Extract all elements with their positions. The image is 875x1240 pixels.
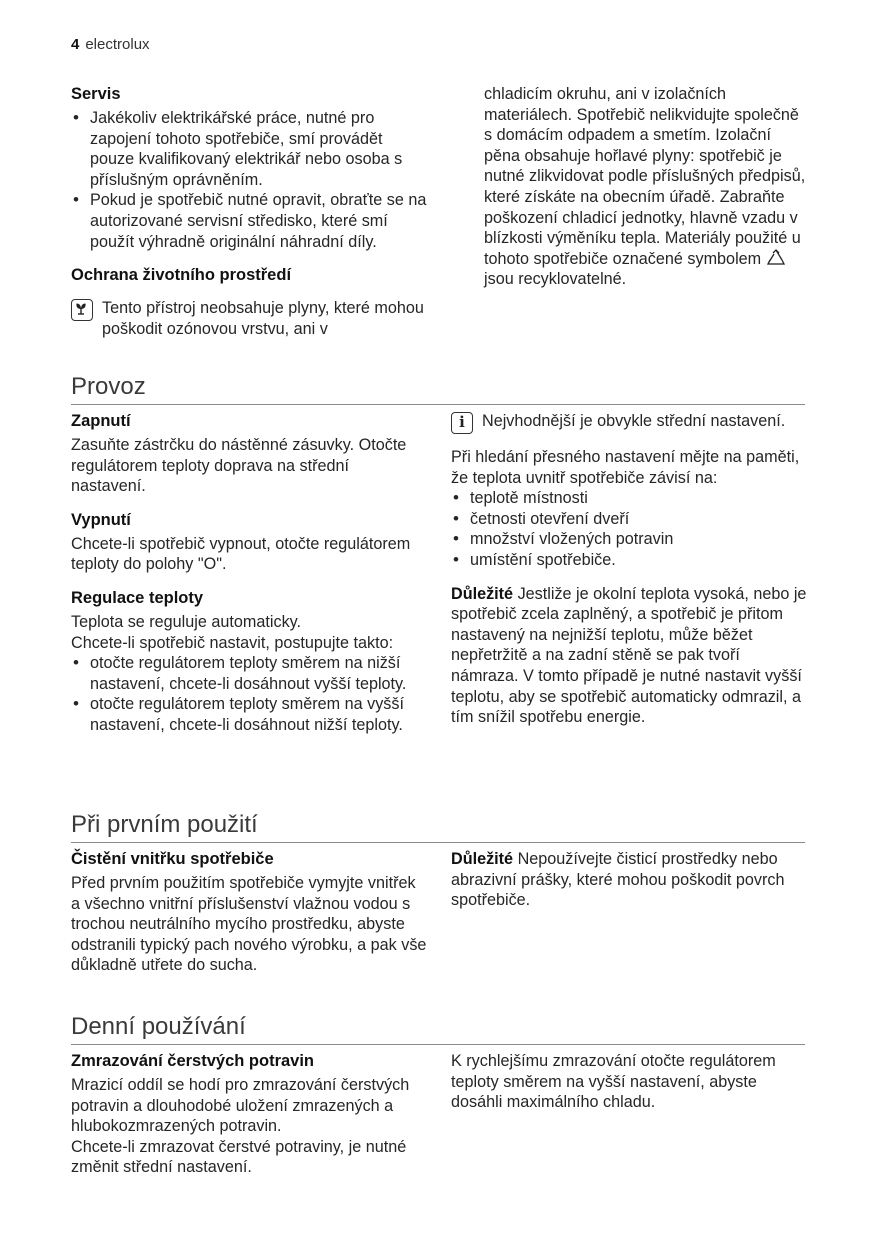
temperature-regulation-title: Regulace teploty bbox=[71, 588, 204, 607]
freezing-title: Zmrazování čerstvých potravin bbox=[71, 1052, 315, 1070]
list-item: • četnosti otevření dveří bbox=[451, 509, 807, 530]
environment-title: Ochrana životního prostředí bbox=[71, 266, 292, 285]
page-header bbox=[71, 36, 150, 53]
important-note bbox=[451, 584, 807, 728]
list-item: • teplotě místnosti bbox=[451, 488, 807, 509]
section-daily-use bbox=[71, 1012, 805, 1045]
brand-name: electrolux bbox=[85, 36, 150, 53]
list-item: • množství vložených potravin bbox=[451, 529, 807, 550]
info-text: Nejvhodnější je obvykle střední nastavení. bbox=[482, 412, 786, 430]
section-first-use bbox=[71, 810, 805, 843]
fast-freeze-text: K rychlejšímu zmrazování otočte regulátorem teploty směrem na vyšší nastavení, abyste dosáhli maximálního chladu. bbox=[451, 1052, 776, 1112]
recycle-icon bbox=[766, 249, 786, 267]
important-label: Důležité bbox=[451, 584, 514, 603]
environment-text: Tento přístroj neobsahuje plyny, které mohou poškodit ozónovou vrstvu, ani v bbox=[102, 299, 424, 338]
environment-continued-end: jsou recyklovatelné. bbox=[484, 270, 627, 289]
section-provoz bbox=[71, 372, 805, 405]
power-off-text: Chcete-li spotřebič vypnout, otočte regulátorem teploty do polohy "O". bbox=[71, 534, 411, 574]
first-use-right-column bbox=[451, 849, 807, 911]
freezing-text-2: Chcete-li zmrazovat čerstvé potraviny, je nutné změnit střední nastavení. bbox=[71, 1137, 407, 1177]
service-title: Servis bbox=[71, 85, 121, 103]
eco-leaf-icon bbox=[71, 299, 93, 321]
list-item: • otočte regulátorem teploty směrem na nižší nastavení, chcete-li dosáhnout vyšší teploty. bbox=[71, 653, 427, 694]
regulation-text: Teplota se reguluje automaticky. bbox=[71, 612, 302, 631]
power-off-title: Vypnutí bbox=[71, 510, 131, 529]
environment-note bbox=[71, 298, 427, 339]
regulation-list bbox=[71, 653, 427, 735]
hint-text: Při hledání přesného nastavení mějte na paměti, že teplota uvnitř spotřebiče závisí na: bbox=[451, 448, 800, 487]
section-title: Při prvním použití bbox=[71, 811, 258, 838]
service-column bbox=[71, 84, 427, 339]
info-icon: i bbox=[451, 412, 473, 434]
list-item: • otočte regulátorem teploty směrem na vyšší nastavení, chcete-li dosáhnout nižší teploty. bbox=[71, 694, 427, 735]
environment-continued-text: chladicím okruhu, ani v izolačních materiálech. Spotřebič nelikvidujte společně s domácím odpadem a smetím. Izolační pěna obsahuje hořlavé plyny: spotřebič je nutné zlikvidovat podle příslušných předpisů, které získáte na obecním úřadě. Zabraňte poškození chladicí jednotky, hlavně vzadu v blízkosti výměníku tepla. Materiály použité u tohoto spotřebiče označené symbolem bbox=[484, 85, 806, 268]
important-label: Důležité bbox=[451, 850, 514, 868]
daily-use-right-column bbox=[451, 1051, 807, 1113]
list-item: • umístění spotřebiče. bbox=[451, 550, 807, 571]
important-text: Jestliže je okolní teplota vysoká, nebo je spotřebič zcela zaplněný, a spotřebič je přitom nastavený na nejnižší teplotu, může běžet nepřetržitě a na zadní stěně se pak tvoří námraza. V tomto případě je nutné nastavit vyšší teplotu, aby se spotřebič automaticky odmrazil, a tím snížil spotřebu energie. bbox=[451, 584, 807, 727]
cleaning-title: Čistění vnitřku spotřebiče bbox=[71, 850, 274, 868]
important-note bbox=[451, 849, 807, 911]
first-use-left-column bbox=[71, 849, 427, 976]
list-item: • Pokud je spotřebič nutné opravit, obraťte se na autorizované servisní středisko, které smí použít výhradně originální náhradní díly. bbox=[71, 190, 427, 252]
page-number: 4 bbox=[71, 36, 80, 53]
environment-continued bbox=[484, 84, 807, 290]
freezing-text: Mrazicí oddíl se hodí pro zmrazování čerstvých potravin a dlouhodobé uložení zmrazených a hlubokozmrazených potravin. bbox=[71, 1076, 410, 1136]
list-item: • Jakékoliv elektrikářské práce, nutné pro zapojení tohoto spotřebiče, smí provádět pouze kvalifikovaný elektrikář nebo osoba s příslušným oprávněním. bbox=[71, 108, 427, 190]
info-note bbox=[451, 411, 807, 434]
daily-use-left-column bbox=[71, 1051, 427, 1178]
power-on-title: Zapnutí bbox=[71, 412, 131, 430]
cleaning-text: Před prvním použitím spotřebiče vymyjte vnitřek a všechno vnitřní příslušenství vlažnou vodou s trochou neutrálního mycího prostředku, abyste odstranili typický pach nového výrobku, a pak vše důkladně utřete do sucha. bbox=[71, 874, 427, 975]
power-on-text: Zasuňte zástrčku do nástěnné zásuvky. Otočte regulátorem teploty doprava na střední nastavení. bbox=[71, 436, 407, 496]
section-title: Provoz bbox=[71, 373, 146, 400]
provoz-right-column bbox=[451, 411, 807, 728]
important-text: Nepoužívejte čisticí prostředky nebo abrazivní prášky, které mohou poškodit povrch spotřebiče. bbox=[451, 850, 785, 910]
section-title: Denní používání bbox=[71, 1013, 246, 1040]
provoz-left-column bbox=[71, 411, 427, 736]
regulation-instructions: Chcete-li spotřebič nastavit, postupujte takto: bbox=[71, 633, 394, 652]
hint-list bbox=[451, 488, 807, 570]
service-list bbox=[71, 108, 427, 252]
